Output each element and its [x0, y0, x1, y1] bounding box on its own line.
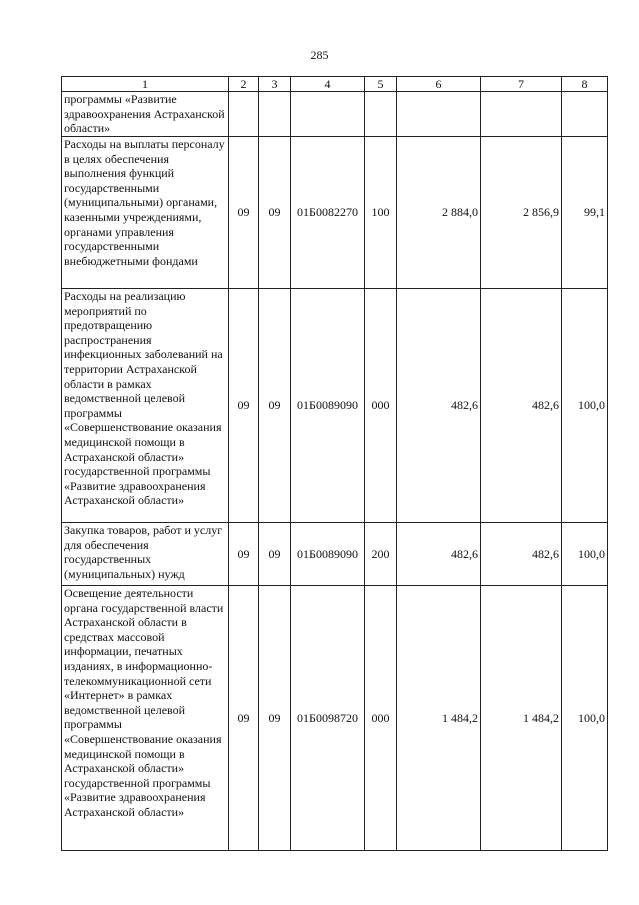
table-row — [62, 137, 608, 289]
row-name-cell: Освещение деятельности органа государственной власти Астраханской области в средствах массовой информации, печатных изданиях, в информационно-телекоммуникационной сети «Интернет» в рамках ведомственной целевой программы «Совершенствование оказания медицинской помощи в Астраханской области» государственной программы «Развитие здравоохранения Астраханской области» — [62, 586, 229, 851]
header-cell-7: 7 — [481, 77, 562, 92]
target-code-cell — [291, 92, 365, 137]
expense-type-cell — [365, 92, 397, 137]
section-cell — [229, 92, 259, 137]
execution-percent-cell — [562, 92, 608, 137]
approved-amount-cell — [397, 92, 481, 137]
section-cell: 09 — [229, 523, 259, 586]
subsection-cell: 09 — [259, 523, 291, 586]
header-cell-5: 5 — [365, 77, 397, 92]
row-name-cell: Закупка товаров, работ и услуг для обеспечения государственных (муниципальных) нужд — [62, 523, 229, 586]
approved-amount-cell: 482,6 — [397, 289, 481, 523]
target-code-cell: 01Б0089090 — [291, 523, 365, 586]
header-cell-1: 1 — [62, 77, 229, 92]
header-cell-3: 3 — [259, 77, 291, 92]
subsection-cell: 09 — [259, 289, 291, 523]
table-row — [62, 586, 608, 851]
section-cell: 09 — [229, 586, 259, 851]
expense-type-cell: 000 — [365, 586, 397, 851]
table-header-row — [62, 77, 608, 92]
approved-amount-cell: 2 884,0 — [397, 137, 481, 289]
subsection-cell: 09 — [259, 586, 291, 851]
execution-percent-cell: 99,1 — [562, 137, 608, 289]
header-cell-2: 2 — [229, 77, 259, 92]
page-number: 285 — [310, 48, 329, 62]
executed-amount-cell: 1 484,2 — [481, 586, 562, 851]
expense-type-cell: 000 — [365, 289, 397, 523]
section-cell: 09 — [229, 289, 259, 523]
table-row — [62, 289, 608, 523]
approved-amount-cell: 1 484,2 — [397, 586, 481, 851]
header-cell-8: 8 — [562, 77, 608, 92]
execution-percent-cell: 100,0 — [562, 586, 608, 851]
expense-type-cell: 100 — [365, 137, 397, 289]
subsection-cell: 09 — [259, 137, 291, 289]
executed-amount-cell: 482,6 — [481, 523, 562, 586]
header-cell-6: 6 — [397, 77, 481, 92]
execution-percent-cell: 100,0 — [562, 289, 608, 523]
target-code-cell: 01Б0082270 — [291, 137, 365, 289]
approved-amount-cell: 482,6 — [397, 523, 481, 586]
row-name-cell: программы «Развитие здравоохранения Астраханской области» — [62, 92, 229, 137]
budget-table — [61, 76, 608, 851]
executed-amount-cell: 2 856,9 — [481, 137, 562, 289]
executed-amount-cell — [481, 92, 562, 137]
row-name-cell: Расходы на реализацию мероприятий по предотвращению распространения инфекционных заболеваний на территории Астраханской области в рамках ведомственной целевой программы «Совершенствование оказания медицинской помощи в Астраханской области» государственной программы «Развитие здравоохранения Астраханской области» — [62, 289, 229, 523]
header-cell-4: 4 — [291, 77, 365, 92]
executed-amount-cell: 482,6 — [481, 289, 562, 523]
expense-type-cell: 200 — [365, 523, 397, 586]
subsection-cell — [259, 92, 291, 137]
target-code-cell: 01Б0089090 — [291, 289, 365, 523]
table-row — [62, 523, 608, 586]
target-code-cell: 01Б0098720 — [291, 586, 365, 851]
row-name-cell: Расходы на выплаты персоналу в целях обеспечения выполнения функций государственными (муниципальными) органами, казенными учреждениями, органами управления государственными внебюджетными фондами — [62, 137, 229, 289]
section-cell: 09 — [229, 137, 259, 289]
execution-percent-cell: 100,0 — [562, 523, 608, 586]
table-row — [62, 92, 608, 137]
